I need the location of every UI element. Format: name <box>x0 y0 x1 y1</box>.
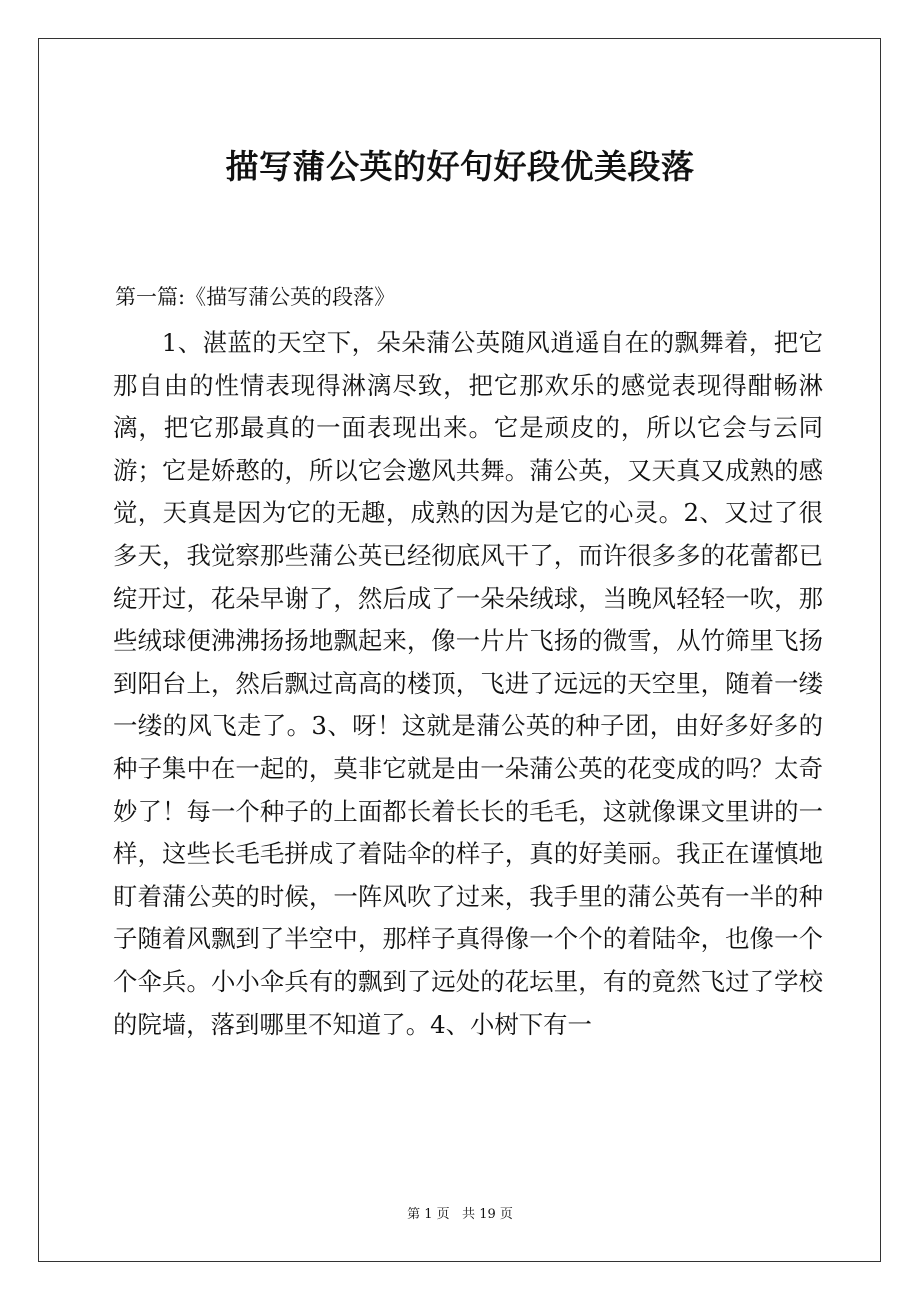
section-heading: 第一篇:《描写蒲公英的段落》 <box>115 285 396 309</box>
document-title: 描写蒲公英的好句好段优美段落 <box>225 147 695 186</box>
page-number-footer: 第 1 页 共 19 页 <box>407 1207 513 1222</box>
body-paragraph: 1、湛蓝的天空下，朵朵蒲公英随风逍遥自在的飘舞着，把它那自由的性情表现得淋漓尽致，把它那欢乐的感觉表现得酣畅淋漓，把它那最真的一面表现出来。它是顽皮的，所以它会与云同游；它是娇憨的，所以它会邀风共舞。蒲公英，又天真又成熟的感觉，天真是因为它的无趣，成熟的因为是它的心灵。2、又过了很多天，我觉察那些蒲公英已经彻底风干了，而许很多多的花蕾都已绽开过，花朵早谢了，然后成了一朵朵绒球，当晚风轻轻一吹，那些绒球便沸沸扬扬地飘起来，像一片片飞扬的微雪，从竹筛里飞扬到阳台上，然后飘过高高的楼顶，飞进了远远的天空里，随着一缕一缕的风飞走了。3、呀！这就是蒲公英的种子团，由好多好多的种子集中在一起的，莫非它就是由一朵蒲公英的花变成的吗？太奇妙了！每一个种子的上面都长着长长的毛毛，这就像课文里讲的一样，这些长毛毛拼成了着陆伞的样子，真的好美丽。我正在谨慎地盯着蒲公英的时候，一阵风吹了过来，我手里的蒲公英有一半的种子随着风飘到了半空中，那样子真得像一个个的着陆伞，也像一个个伞兵。小小伞兵有的飘到了远处的花坛里，有的竟然飞过了学校的院墙，落到哪里不知道了。4、小树下有一 <box>113 328 823 1039</box>
